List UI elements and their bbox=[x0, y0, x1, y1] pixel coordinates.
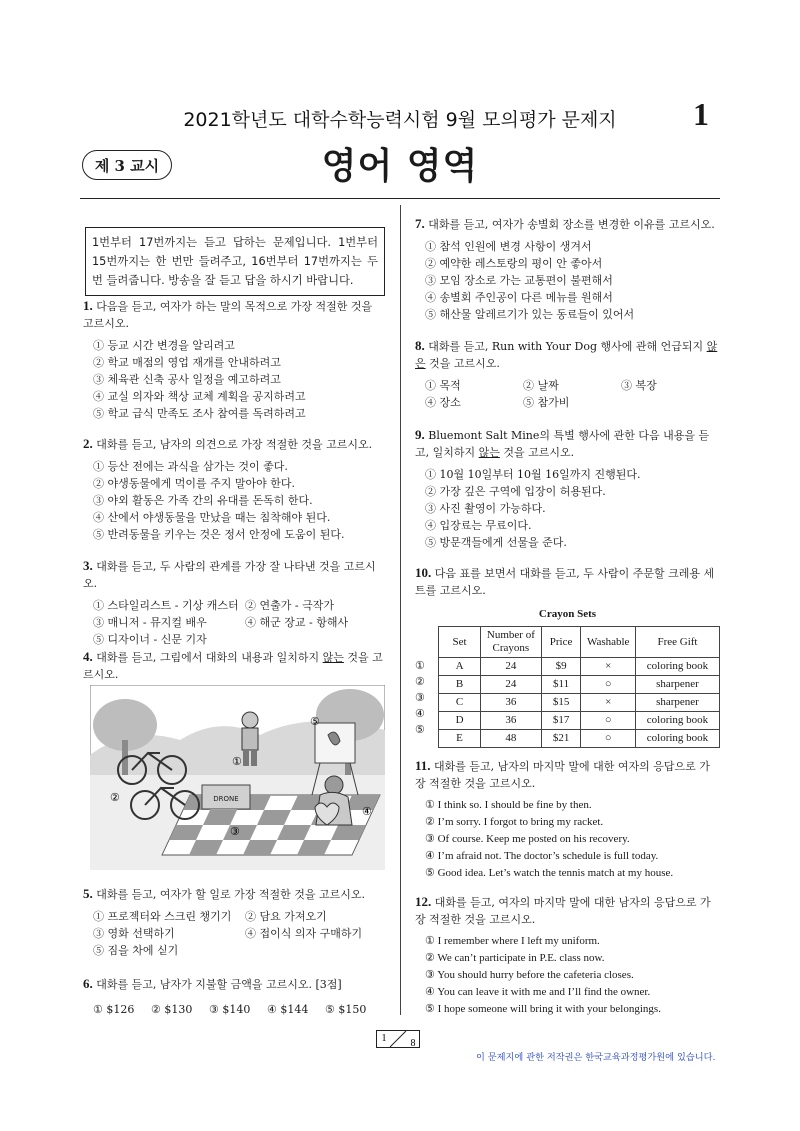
question-9 bbox=[415, 426, 720, 551]
cell: ○ bbox=[581, 730, 636, 748]
option-3[interactable]: ③ $140 bbox=[209, 1003, 251, 1016]
cell: B bbox=[439, 676, 481, 694]
option-2[interactable]: ② 야생동물에게 먹이를 주지 말아야 한다. bbox=[93, 477, 295, 490]
question-10 bbox=[415, 564, 720, 748]
option-3[interactable]: ③ 매니저 - 뮤지컬 배우 bbox=[93, 616, 207, 629]
table-row bbox=[439, 730, 720, 748]
option-1[interactable]: ① 프로젝터와 스크린 챙기기 bbox=[93, 910, 232, 923]
row-mark-5[interactable]: ⑤ bbox=[415, 723, 425, 736]
column-divider bbox=[400, 205, 401, 1015]
table-title: Crayon Sets bbox=[538, 608, 597, 620]
question-stem: 대화를 듣고, 여자가 할 일로 가장 적절한 것을 고르시오. bbox=[96, 888, 365, 901]
option-5[interactable]: ⑤ $150 bbox=[325, 1003, 367, 1016]
question-stem-underline: 않는 bbox=[322, 651, 344, 664]
question-number: 10. bbox=[415, 565, 432, 580]
cell: sharpener bbox=[635, 694, 719, 712]
row-mark-2[interactable]: ② bbox=[415, 675, 425, 688]
question-stem-underline: 않은 bbox=[415, 340, 718, 370]
option-3[interactable]: ③ You should hurry before the cafeteria closes. bbox=[425, 969, 634, 981]
question-12 bbox=[415, 893, 720, 1018]
option-1[interactable]: ① I remember where I left my uniform. bbox=[425, 935, 600, 947]
exam-title: 2021학년도 대학수학능력시험 9월 모의평가 문제지 bbox=[183, 109, 617, 131]
cell: 24 bbox=[481, 658, 542, 676]
option-2[interactable]: ② I’m sorry. I forgot to bring my racket. bbox=[425, 816, 604, 828]
option-2[interactable]: ② 가장 깊은 구역에 입장이 허용된다. bbox=[425, 485, 606, 498]
question-stem: 대화를 듣고, 남자가 지불할 금액을 고르시오. [3점] bbox=[96, 978, 342, 991]
option-5[interactable]: ⑤ 짐을 차에 싣기 bbox=[93, 944, 179, 957]
cell: 48 bbox=[481, 730, 542, 748]
cell: A bbox=[439, 658, 481, 676]
col-header: Number of Crayons bbox=[481, 627, 542, 658]
question-2 bbox=[83, 435, 385, 543]
question-stem-a: Bluemont Salt Mine의 특별 행사에 관한 다음 내용을 듣고, 일치하지 bbox=[415, 429, 710, 459]
option-1[interactable]: ① 등교 시간 변경을 알리려고 bbox=[93, 339, 235, 352]
cell: ○ bbox=[581, 676, 636, 694]
option-4[interactable]: ④ $144 bbox=[267, 1003, 309, 1016]
option-5[interactable]: ⑤ 디자이너 - 신문 기자 bbox=[93, 633, 207, 646]
question-stem: 대화를 듣고, 여자의 마지막 말에 대한 남자의 응답으로 가장 적절한 것을 고르시오. bbox=[415, 896, 711, 926]
period-badge: 제 3 교시 bbox=[82, 150, 172, 180]
question-number: 9. bbox=[415, 427, 425, 442]
footer-page: 1 bbox=[381, 1033, 387, 1044]
question-11 bbox=[415, 757, 720, 882]
row-mark-4[interactable]: ④ bbox=[415, 707, 425, 720]
table-row bbox=[439, 694, 720, 712]
cell: coloring book bbox=[635, 712, 719, 730]
question-stem: 대화를 듣고, 두 사람의 관계를 가장 잘 나타낸 것을 고르시오. bbox=[83, 560, 376, 590]
question-4 bbox=[83, 648, 385, 683]
row-mark-1[interactable]: ① bbox=[415, 659, 425, 672]
copyright-notice: 이 문제지에 관한 저작권은 한국교육과정평가원에 있습니다. bbox=[476, 1052, 716, 1063]
option-1[interactable]: ① 목적 bbox=[425, 379, 461, 392]
table-row bbox=[439, 658, 720, 676]
option-5[interactable]: ⑤ 해산물 알레르기가 있는 동료들이 있어서 bbox=[425, 308, 635, 321]
cell: coloring book bbox=[635, 730, 719, 748]
question-stem-b: 것을 고르시오. bbox=[83, 651, 383, 681]
question-number: 12. bbox=[415, 894, 432, 909]
option-4[interactable]: ④ I’m afraid not. The doctor’s schedule is full today. bbox=[425, 850, 659, 862]
cell: $9 bbox=[541, 658, 581, 676]
listening-notice: 1번부터 17번까지는 듣고 답하는 문제입니다. 1번부터 15번까지는 한 번만 들려주고, 16번부터 17번까지는 두 번 들려줍니다. 방송을 잘 듣고 답을 하시기 바랍니다. bbox=[85, 227, 385, 296]
option-4[interactable]: ④ 송별회 주인공이 다른 메뉴를 원해서 bbox=[425, 291, 613, 304]
label-1: ① bbox=[232, 755, 242, 768]
picnic-scene-illustration bbox=[90, 685, 385, 870]
label-3: ③ bbox=[230, 825, 240, 838]
option-3[interactable]: ③ 영화 선택하기 bbox=[93, 927, 175, 940]
question-number: 3. bbox=[83, 558, 93, 573]
question-number: 6. bbox=[83, 976, 93, 991]
option-1[interactable]: ① 10월 10일부터 10월 16일까지 진행된다. bbox=[425, 468, 641, 481]
question-number: 11. bbox=[415, 758, 431, 773]
cell: $15 bbox=[541, 694, 581, 712]
row-mark-3[interactable]: ③ bbox=[415, 691, 425, 704]
label-4: ④ bbox=[362, 805, 372, 818]
question-stem: 다음 표를 보면서 대화를 듣고, 두 사람이 주문할 크레용 세트를 고르시오. bbox=[415, 567, 715, 597]
option-3[interactable]: ③ 복장 bbox=[621, 379, 657, 392]
question-number: 5. bbox=[83, 886, 93, 901]
label-2: ② bbox=[110, 791, 120, 804]
option-1[interactable]: ① 스타일리스트 - 기상 캐스터 bbox=[93, 599, 239, 612]
option-1[interactable]: ① I think so. I should be fine by then. bbox=[425, 799, 592, 811]
option-5[interactable]: ⑤ 방문객들에게 선물을 준다. bbox=[425, 536, 567, 549]
col-header: Set bbox=[439, 627, 481, 658]
question-1 bbox=[83, 297, 385, 422]
question-number: 7. bbox=[415, 216, 425, 231]
question-number: 2. bbox=[83, 436, 93, 451]
option-3[interactable]: ③ 사진 촬영이 가능하다. bbox=[425, 502, 546, 515]
page-number: 1 bbox=[693, 96, 709, 132]
option-4[interactable]: ④ You can leave it with me and I’ll find the owner. bbox=[425, 986, 651, 998]
option-2[interactable]: ② $130 bbox=[151, 1003, 193, 1016]
cell: $11 bbox=[541, 676, 581, 694]
option-3[interactable]: ③ 체육관 신축 공사 일정을 예고하려고 bbox=[93, 373, 281, 386]
question-number: 1. bbox=[83, 298, 93, 313]
cell: × bbox=[581, 658, 636, 676]
question-7 bbox=[415, 215, 720, 323]
cell: $21 bbox=[541, 730, 581, 748]
option-1[interactable]: ① 등산 전에는 과식을 삼가는 것이 좋다. bbox=[93, 460, 288, 473]
option-2[interactable]: ② 날짜 bbox=[523, 379, 559, 392]
option-5[interactable]: ⑤ 참가비 bbox=[523, 396, 570, 409]
row-marks bbox=[415, 626, 438, 748]
question-stem-b: 것을 고르시오. bbox=[425, 357, 500, 370]
option-2[interactable]: ② 담요 가져오기 bbox=[245, 910, 327, 923]
drone-box-label: DRONE bbox=[213, 795, 239, 803]
option-5[interactable]: ⑤ 학교 급식 만족도 조사 참여를 독려하려고 bbox=[93, 407, 306, 420]
subject-title: 영어 영역 bbox=[321, 146, 479, 187]
option-4[interactable]: ④ 해군 장교 - 항해사 bbox=[245, 616, 349, 629]
question-stem-a: 대화를 듣고, Run with Your Dog 행사에 관해 언급되지 bbox=[428, 340, 707, 353]
col-header: Free Gift bbox=[635, 627, 719, 658]
question-stem-b: 것을 고르시오. bbox=[499, 446, 575, 459]
question-6 bbox=[83, 975, 385, 1018]
option-2[interactable]: ② We can’t participate in P.E. class now. bbox=[425, 952, 605, 964]
option-5[interactable]: ⑤ 반려동물을 키우는 것은 정서 안정에 도움이 된다. bbox=[93, 528, 345, 541]
question-stem-underline: 않는 bbox=[478, 446, 500, 459]
page-fraction-box bbox=[376, 1030, 420, 1048]
question-5 bbox=[83, 885, 385, 959]
cell: C bbox=[439, 694, 481, 712]
col-header: Washable bbox=[581, 627, 636, 658]
cell: 36 bbox=[481, 694, 542, 712]
option-2[interactable]: ② 학교 매점의 영업 재개를 안내하려고 bbox=[93, 356, 281, 369]
cell: sharpener bbox=[635, 676, 719, 694]
question-number: 8. bbox=[415, 338, 425, 353]
cell: 24 bbox=[481, 676, 542, 694]
option-4[interactable]: ④ 장소 bbox=[425, 396, 461, 409]
option-2[interactable]: ② 예약한 레스토랑의 평이 안 좋아서 bbox=[425, 257, 603, 270]
question-3 bbox=[83, 557, 385, 648]
question-8 bbox=[415, 337, 720, 411]
question-stem: 대화를 듣고, 여자가 송별회 장소를 변경한 이유를 고르시오. bbox=[428, 218, 715, 231]
cell: $17 bbox=[541, 712, 581, 730]
col-header: Price bbox=[541, 627, 581, 658]
option-5[interactable]: ⑤ I hope someone will bring it with your belongings. bbox=[425, 1003, 661, 1015]
crayon-sets-table bbox=[438, 626, 720, 748]
option-4[interactable]: ④ 교실 의자와 책상 교체 계획을 공지하려고 bbox=[93, 390, 306, 403]
cell: D bbox=[439, 712, 481, 730]
option-1[interactable]: ① 참석 인원에 변경 사항이 생겨서 bbox=[425, 240, 592, 253]
option-3[interactable]: ③ 야외 활동은 가족 간의 유대를 돈독히 한다. bbox=[93, 494, 313, 507]
option-4[interactable]: ④ 산에서 야생동물을 만났을 때는 침착해야 된다. bbox=[93, 511, 331, 524]
question-stem: 대화를 듣고, 남자의 의견으로 가장 적절한 것을 고르시오. bbox=[96, 438, 373, 451]
question-stem-a: 대화를 듣고, 그림에서 대화의 내용과 일치하지 bbox=[96, 651, 323, 664]
footer-total: 8 bbox=[410, 1038, 416, 1048]
cell: E bbox=[439, 730, 481, 748]
cell: ○ bbox=[581, 712, 636, 730]
option-2[interactable]: ② 연출가 - 극작가 bbox=[245, 599, 334, 612]
option-3[interactable]: ③ Of course. Keep me posted on his recovery. bbox=[425, 833, 630, 845]
cell: coloring book bbox=[635, 658, 719, 676]
table-row bbox=[439, 676, 720, 694]
header-divider bbox=[80, 198, 720, 199]
cell: 36 bbox=[481, 712, 542, 730]
question-number: 4. bbox=[83, 649, 93, 664]
option-3[interactable]: ③ 모임 장소로 가는 교통편이 불편해서 bbox=[425, 274, 613, 287]
cell: × bbox=[581, 694, 636, 712]
option-5[interactable]: ⑤ Good idea. Let’s watch the tennis match at my house. bbox=[425, 867, 674, 879]
table-row bbox=[439, 712, 720, 730]
label-5: ⑤ bbox=[310, 715, 320, 728]
question-stem: 대화를 듣고, 남자의 마지막 말에 대한 여자의 응답으로 가장 적절한 것을 고르시오. bbox=[415, 760, 710, 790]
option-1[interactable]: ① $126 bbox=[93, 1003, 135, 1016]
option-4[interactable]: ④ 접이식 의자 구매하기 bbox=[245, 927, 363, 940]
question-stem: 다음을 듣고, 여자가 하는 말의 목적으로 가장 적절한 것을 고르시오. bbox=[83, 300, 373, 330]
option-4[interactable]: ④ 입장료는 무료이다. bbox=[425, 519, 532, 532]
